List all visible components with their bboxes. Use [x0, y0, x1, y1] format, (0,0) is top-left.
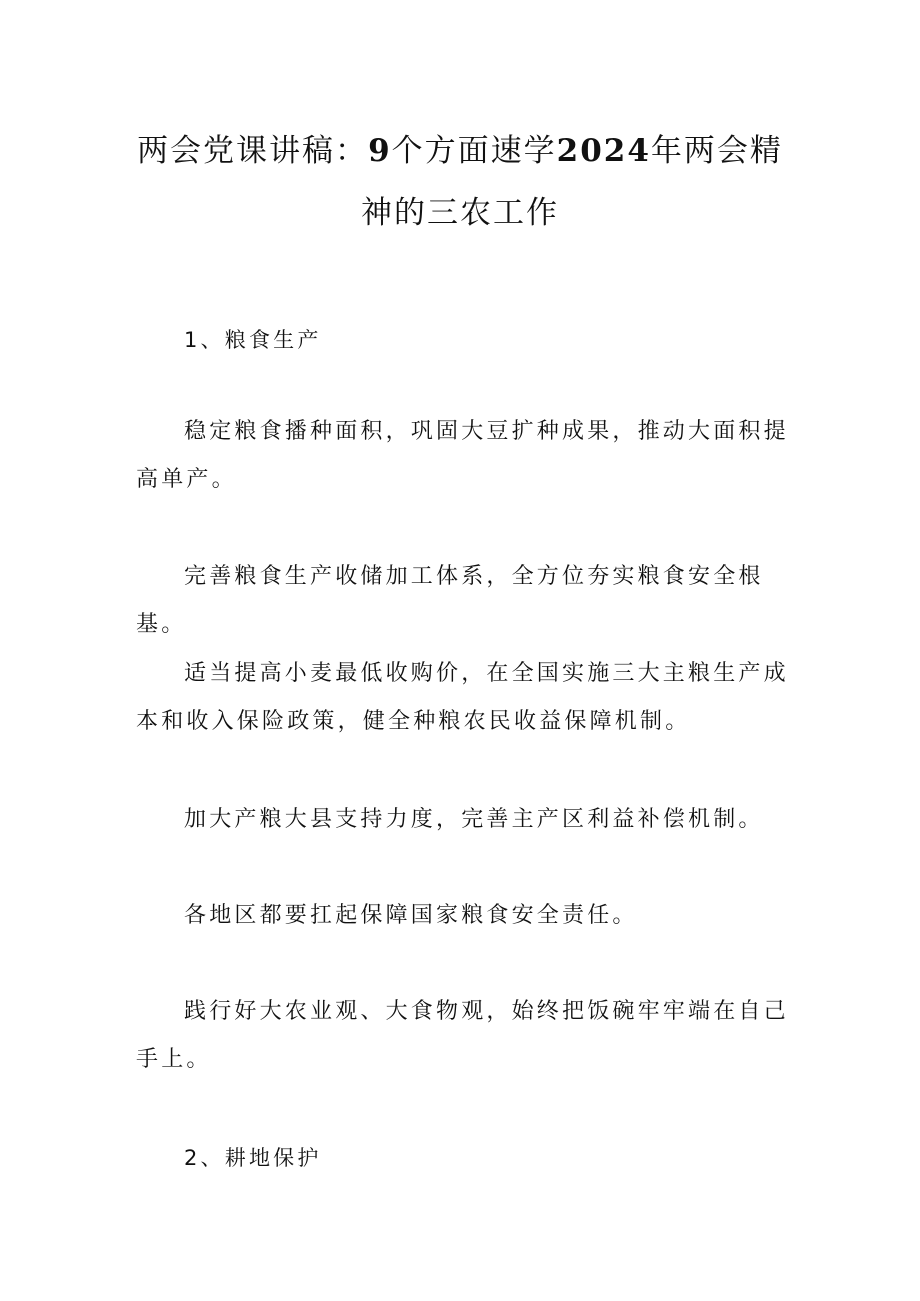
section-heading: 2、耕地保护	[184, 1146, 322, 1170]
document-title	[130, 120, 790, 244]
title-part: 个方面速学	[391, 133, 557, 169]
paragraph: 践行好大农业观、大食物观，始终把饭碗牢牢端在自己手上。	[136, 999, 789, 1072]
section-heading: 1、粮食生产	[184, 328, 322, 352]
paragraph: 完善粮食生产收储加工体系，全方位夯实粮食安全根基。	[136, 564, 764, 637]
title-part: 两会党课讲稿：	[137, 133, 369, 169]
paragraph: 加大产粮大县支持力度，完善主产区利益补偿机制。	[184, 807, 764, 832]
title-year: 2024	[556, 133, 651, 169]
title-part: 年两会精神的三农工作	[361, 133, 783, 231]
paragraph: 适当提高小麦最低收购价，在全国实施三大主粮生产成本和收入保险政策，健全种粮农民收益保障机制。	[136, 661, 789, 734]
paragraph: 稳定粮食播种面积，巩固大豆扩种成果，推动大面积提高单产。	[136, 419, 789, 492]
paragraph: 各地区都要扛起保障国家粮食安全责任。	[184, 903, 638, 928]
title-number: 9	[368, 133, 392, 169]
